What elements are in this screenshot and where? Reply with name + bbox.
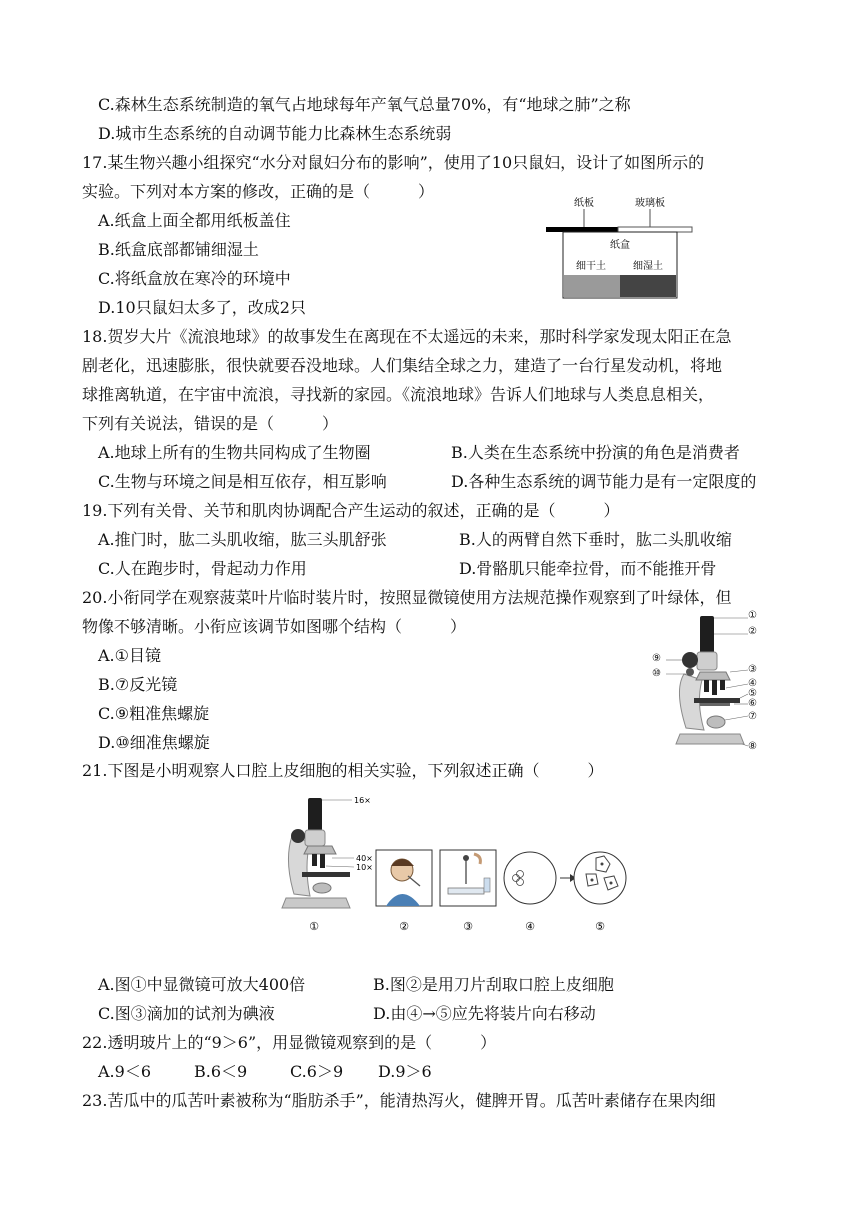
label-1: ① <box>748 610 757 621</box>
q23-stem: 23.苦瓜中的瓜苦叶素被称为“脂肪杀手”，能清热泻火，健脾开胃。瓜苦叶素储存在果肉细 <box>82 1091 716 1110</box>
q22-option-c: C.6＞9 <box>290 1062 344 1081</box>
q18-option-c: C.生物与环境之间是相互依存，相互影响 <box>98 472 387 491</box>
fig-num-2: ② <box>399 920 409 933</box>
q20-option-d: D.⑩细准焦螺旋 <box>98 733 210 752</box>
fig-num-3: ③ <box>463 920 473 933</box>
q18-option-d: D.各种生态系统的调节能力是有一定限度的 <box>451 472 757 491</box>
scraping-illustration <box>376 850 432 906</box>
paper-board <box>546 227 618 232</box>
paper-board-label: 纸板 <box>574 198 594 209</box>
objective-10x: 10× <box>356 863 373 872</box>
q20-stem-line1: 20.小衔同学在观察菠菜叶片临时装片时，按照显微镜使用方法规范操作观察到了叶绿体，但 <box>82 588 732 607</box>
q17-option-b: B.纸盒底部都铺细湿土 <box>98 240 259 259</box>
q21-option-c: C.图③滴加的试剂为碘液 <box>98 1004 275 1023</box>
glass-board <box>618 227 692 232</box>
wet-soil <box>620 275 676 297</box>
fine-knob <box>686 668 694 676</box>
dropping-reagent-illustration <box>440 850 496 906</box>
dry-soil-label: 细干土 <box>576 261 606 272</box>
box-label: 纸盒 <box>610 240 630 251</box>
stage <box>694 698 740 703</box>
q17-option-d: D.10只鼠妇太多了，改成2只 <box>98 298 306 317</box>
q21-option-a: A.图①中显微镜可放大400倍 <box>98 975 306 994</box>
microscope-base <box>676 734 744 744</box>
q20-option-a: A.①目镜 <box>98 646 161 665</box>
wet-soil-label: 细湿土 <box>633 261 663 272</box>
q18-stem-line2: 剧老化，迅速膨胀，很快就要吞没地球。人们集结全球之力，建造了一台行星发动机，将地 <box>82 356 723 375</box>
option-c: C.森林生态系统制造的氧气占地球每年产氧气总量70%，有“地球之肺”之称 <box>98 95 631 114</box>
coarse-knob <box>682 652 698 668</box>
view-after-circle <box>574 852 626 904</box>
fig-num-1: ① <box>309 920 319 933</box>
q21-stem: 21.下图是小明观察人口腔上皮细胞的相关实验，下列叙述正确（ ） <box>82 761 604 780</box>
label-8: ⑧ <box>748 741 757 752</box>
q21-option-b: B.图②是用刀片刮取口腔上皮细胞 <box>373 975 614 994</box>
q19-option-a: A.推门时，肱二头肌收缩，肱三头肌舒张 <box>98 530 387 549</box>
q17-option-a: A.纸盒上面全都用纸板盖住 <box>98 211 291 230</box>
q18-option-a: A.地球上所有的生物共同构成了生物圈 <box>98 443 371 462</box>
q20-option-b: B.⑦反光镜 <box>98 675 178 694</box>
option-d: D.城市生态系统的自动调节能力比森林生态系统弱 <box>98 124 452 143</box>
q18-option-b: B.人类在生态系统中扮演的角色是消费者 <box>451 443 740 462</box>
q22-option-a: A.9＜6 <box>98 1062 152 1081</box>
label-6: ⑥ <box>748 698 757 709</box>
microscope-illustration <box>282 796 373 908</box>
q20-option-c: C.⑨粗准焦螺旋 <box>98 704 210 723</box>
q22-stem: 22.透明玻片上的“9＞6”，用显微镜观察到的是（ ） <box>82 1033 497 1052</box>
q17-option-c: C.将纸盒放在寒冷的环境中 <box>98 269 291 288</box>
q18-stem-line3: 球推离轨道，在宇宙中流浪，寻找新的家园。《流浪地球》告诉人们地球与人类息息相关， <box>82 385 715 404</box>
dry-soil <box>564 275 620 297</box>
q19-option-b: B.人的两臂自然下垂时，肱二头肌收缩 <box>459 530 732 549</box>
q17-stem-line2: 实验。下列对本方案的修改，正确的是（ ） <box>82 182 435 201</box>
cheek-cell-experiment-figure <box>280 790 630 938</box>
q19-stem: 19.下列有关骨、关节和肌肉协调配合产生运动的叙述，正确的是（ ） <box>82 501 620 520</box>
q21-option-d: D.由④→⑤应先将装片向右移动 <box>373 1004 596 1023</box>
q19-option-c: C.人在跑步时，骨起动力作用 <box>98 559 307 578</box>
label-3: ③ <box>748 664 757 675</box>
q17-stem-line1: 17.某生物兴趣小组探究“水分对鼠妇分布的影响”，使用了10只鼠妇，设计了如图所示的 <box>82 153 705 172</box>
glass-board-label: 玻璃板 <box>635 198 665 209</box>
q20-stem-line2: 物像不够清晰。小衔应该调节如图哪个结构（ ） <box>82 617 467 636</box>
eyepiece-magnification: 16× <box>354 796 371 805</box>
label-10: ⑩ <box>652 668 661 679</box>
label-7: ⑦ <box>748 711 757 722</box>
q18-stem-line4: 下列有关说法，错误的是（ ） <box>82 414 339 433</box>
eyepiece-tube <box>700 616 714 656</box>
fig-num-5: ⑤ <box>595 920 605 933</box>
sowbug-experiment-figure <box>544 190 694 300</box>
objective-40x: 40× <box>356 854 373 863</box>
q18-stem-line1: 18.贺岁大片《流浪地球》的故事发生在离现在不太遥远的未来，那时科学家发现太阳正在急 <box>82 327 732 346</box>
label-4: ④ <box>748 678 757 689</box>
mirror <box>707 716 725 728</box>
fig-num-4: ④ <box>525 920 535 933</box>
view-before-circle <box>504 852 556 904</box>
label-2: ② <box>748 626 757 637</box>
q19-option-d: D.骨骼肌只能牵拉骨，而不能推开骨 <box>459 559 717 578</box>
label-5: ⑤ <box>748 688 757 699</box>
q22-option-d: D.9＞6 <box>378 1062 432 1081</box>
label-9: ⑨ <box>652 653 661 664</box>
q22-option-b: B.6＜9 <box>194 1062 248 1081</box>
